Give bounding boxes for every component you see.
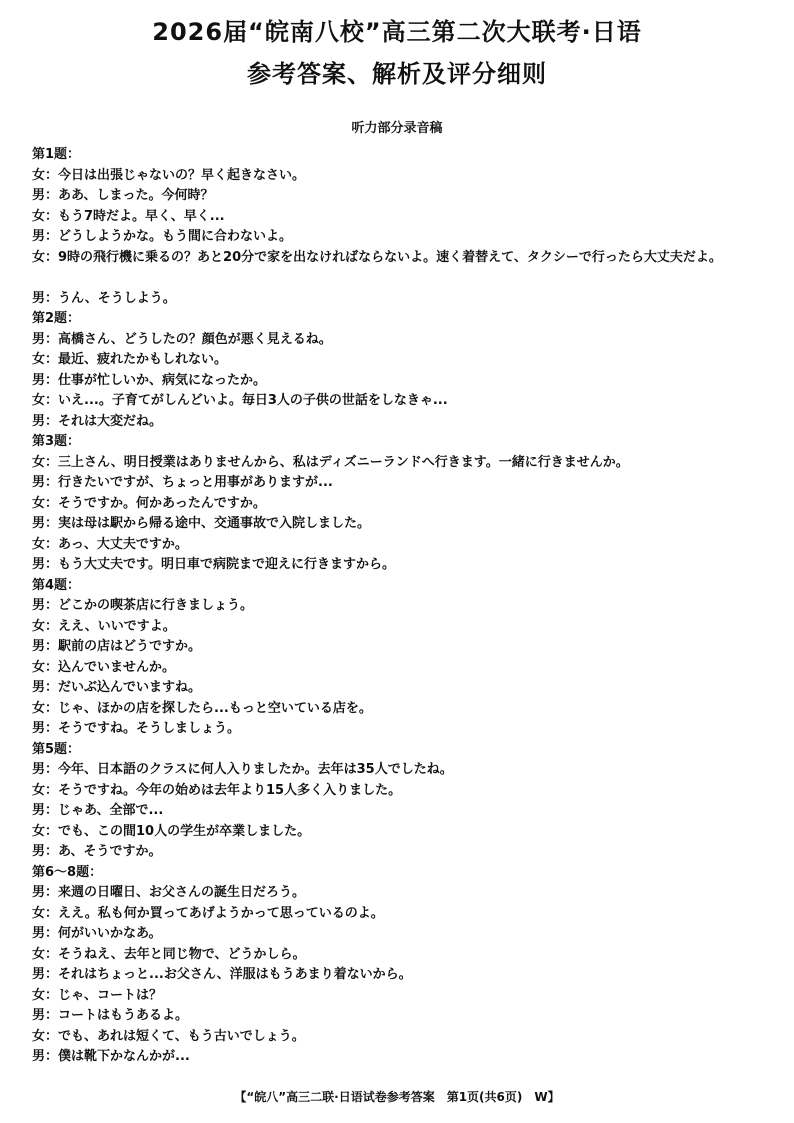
dialogue-line: 女：ええ、いいですよ。: [32, 618, 176, 634]
dialogue-line: 男：それは大変だね。: [32, 413, 163, 429]
dialogue-line: 男：どこかの喫茶店に行きましょう。: [32, 598, 254, 613]
dialogue-line: 女：9時の飛行機に乗るの？あと20分で家を出なければならないよ。速く着替えて、タクシーで行ったら大丈夫だよ。: [32, 249, 722, 265]
dialogue-line: 男：それはちょっと...お父さん、洋服はもうあまり着ないから。: [32, 967, 412, 982]
dialogue-line: 女：じゃ、コートは？: [32, 987, 163, 1003]
dialogue-line: 女：最近、疲れたかもしれない。: [32, 352, 228, 367]
dialogue-line: 男：今年、日本語のクラスに何人入りましたか。去年は35人でしたね。: [32, 762, 453, 777]
question-heading: 第3题：: [32, 434, 81, 449]
dialogue-line: 女：そうねえ、去年と同じ物で、どうかしら。: [32, 946, 306, 962]
question-heading: 第4题：: [32, 577, 81, 593]
section-heading: 听力部分录音稿: [351, 121, 443, 136]
dialogue-line: 女：ええ。私も何か買ってあげようかって思っているのよ。: [32, 905, 384, 921]
dialogue-line: 男：そうですね。そうしましょう。: [32, 721, 241, 736]
question-heading: 第5题：: [32, 741, 81, 757]
dialogue-line: 男：僕は靴下かなんかが...: [32, 1049, 190, 1064]
dialogue-line: 女：でも、この間10人の学生が卒業しました。: [32, 823, 311, 839]
dialogue-line: 女：そうですね。今年の始めは去年より15人多く入りました。: [32, 782, 402, 798]
dialogue-line: 男：どうしようかな。もう間に合わないよ。: [32, 229, 293, 244]
listening-transcript: [32, 145, 774, 1068]
dialogue-line: 男：もう大丈夫です。明日車で病院まで迎えに行きますから。: [32, 557, 395, 572]
dialogue-line: 男：コートはもうあるよ。: [32, 1008, 189, 1023]
dialogue-line: 男：ああ、しまった。今何時？: [32, 188, 214, 203]
dialogue-line: 女：でも、あれは短くて、もう古いでしょう。: [32, 1028, 305, 1044]
dialogue-line: 女：三上さん、明日授業はありませんから、私はディズニーランドへ行きます。一緒に行きませんか。: [32, 454, 629, 470]
question-heading: 第2题：: [32, 311, 81, 326]
dialogue-line: 男：実は母は駅から帰る途中、交通事故で入院しました。: [32, 516, 371, 531]
dialogue-line: 男：何がいいかなあ。: [32, 926, 162, 941]
dialogue-line: 男：うん、そうしよう。: [32, 290, 176, 306]
dialogue-line: 男：行きたいですが、ちょっと用事がありますが...: [32, 475, 333, 490]
dialogue-line: 女：もう7時だよ。早く、早く...: [32, 208, 225, 224]
dialogue-line: 女：込んでいませんか。: [32, 659, 176, 675]
dialogue-line: 女：そうですか。何かあったんですか。: [32, 495, 266, 511]
document-subtitle: 参考答案、解析及评分细则: [247, 60, 547, 88]
dialogue-line: 女：今日は出張じゃないの？早く起きなさい。: [32, 167, 306, 183]
dialogue-line: 男：あ、そうですか。: [32, 844, 162, 859]
dialogue-line: 女：いえ...。子育てがしんどいよ。毎日3人の子供の世話をしなきゃ...: [32, 393, 448, 408]
question-heading: 第6～8题：: [32, 864, 103, 880]
document-title: 2026届“皖南八校”高三第二次大联考·日语: [152, 18, 642, 46]
dialogue-line: 男：高橋さん、どうしたの？顔色が悪く見えるね。: [32, 331, 332, 347]
dialogue-line: 女：あっ、大丈夫ですか。: [32, 536, 188, 552]
page-footer: 【“皖八”高三二联·日语试卷参考答案 第1页(共6页) W】: [234, 1090, 560, 1104]
question-heading: 第1题：: [32, 147, 81, 162]
dialogue-line: 男：駅前の店はどうですか。: [32, 639, 202, 654]
dialogue-line: 男：じゃあ、全部で...: [32, 803, 164, 818]
dialogue-line: 男：来週の日曜日、お父さんの誕生日だろう。: [32, 885, 306, 900]
dialogue-line: 男：仕事が忙しいか、病気になったか。: [32, 372, 267, 388]
dialogue-line: 男：だいぶ込んでいますね。: [32, 680, 202, 695]
dialogue-line: 女：じゃ、ほかの店を探したら...もっと空いている店を。: [32, 700, 372, 716]
